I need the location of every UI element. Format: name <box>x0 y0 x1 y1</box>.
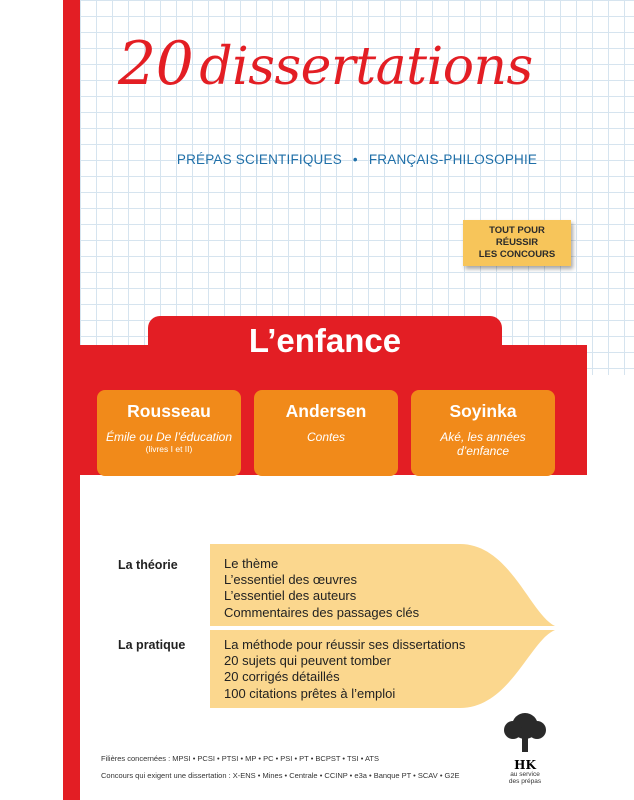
subtitle <box>80 152 634 167</box>
author-card-andersen <box>254 390 398 476</box>
author-work <box>97 430 241 455</box>
tree-icon <box>500 712 550 754</box>
theory-item: L’essentiel des œuvres <box>224 572 357 588</box>
theme-title: L’enfance <box>248 322 402 359</box>
author-card-rousseau <box>97 390 241 476</box>
practice-label: La pratique <box>118 638 186 652</box>
author-name: Rousseau <box>127 401 211 421</box>
title-number: 20 <box>118 29 194 99</box>
subtitle-separator: • <box>352 152 358 167</box>
author-work: Contes <box>306 430 346 444</box>
author-work: Aké, les années d’enfance <box>440 430 526 458</box>
title-word: dissertations <box>199 37 533 97</box>
publisher-logo <box>500 712 550 787</box>
practice-item: La méthode pour réussir ses dissertations <box>224 637 466 652</box>
theory-list <box>224 556 419 621</box>
badge-line-2: RÉUSSIR <box>495 237 539 248</box>
practice-list <box>224 637 465 702</box>
theory-item: Le thème <box>224 556 279 571</box>
author-card-soyinka <box>411 390 555 476</box>
logo-tagline-1: au service <box>510 771 540 778</box>
badge-line-1: TOUT POUR <box>489 225 545 236</box>
theory-item: L’essentiel des auteurs <box>224 588 357 604</box>
author-name: Andersen <box>285 401 367 421</box>
badge-line-3: LES CONCOURS <box>478 249 556 260</box>
subtitle-left: PRÉPAS SCIENTIFIQUES <box>176 152 342 167</box>
work-note: (livres I et II) <box>145 444 193 454</box>
author-name: Soyinka <box>449 401 517 421</box>
sticky-note-badge <box>463 220 571 266</box>
footer-filieres: Filières concernées : MPSI • PCSI • PTSI • MP • PC • PSI • PT • BCPST • TSI • ATS <box>101 754 380 763</box>
footer-concours: Concours qui exigent une dissertation : X-ENS • Mines • Centrale • CCINP • e3a • Banque PT • SCAV • G2E <box>101 771 460 780</box>
practice-item: 100 citations prêtes à l’emploi <box>224 685 396 701</box>
subtitle-right: FRANÇAIS-PHILOSOPHIE <box>368 152 538 167</box>
work-title: Émile ou De l’éducation <box>105 430 233 444</box>
book-title <box>118 24 538 104</box>
theory-item: Commentaires des passages clés <box>224 604 420 620</box>
theory-label: La théorie <box>118 558 178 572</box>
logo-tagline-2: des prépas <box>508 778 542 785</box>
practice-item: 20 corrigés détaillés <box>224 669 340 685</box>
red-margin-bar <box>63 0 80 800</box>
logo-letters: HK <box>514 758 536 772</box>
practice-item: 20 sujets qui peuvent tomber <box>224 653 391 669</box>
